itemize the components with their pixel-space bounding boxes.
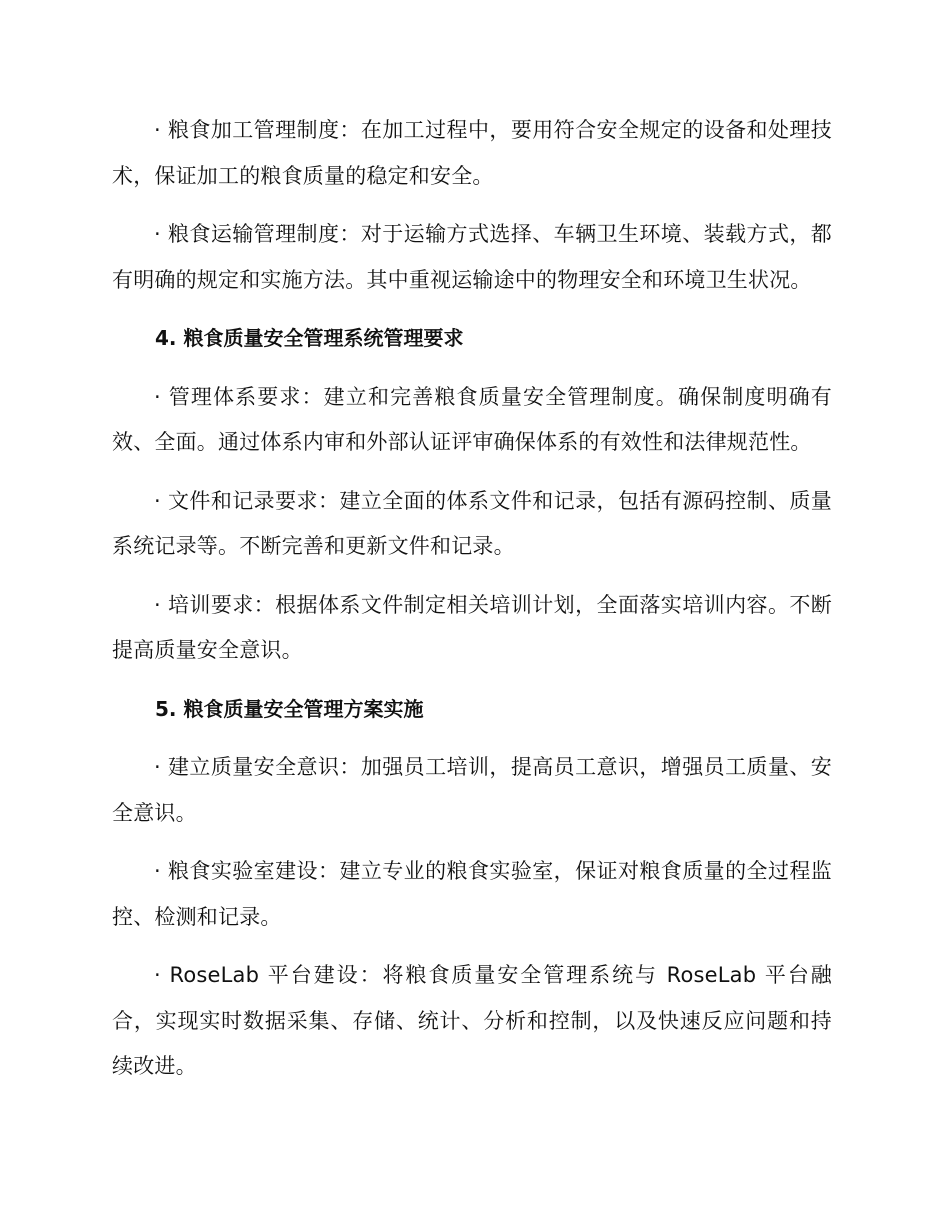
paragraph-roselab-platform: · RoseLab 平台建设：将粮食质量安全管理系统与 RoseLab 平台融合，实现实时数据采集、存储、统计、分析和控制，以及快速反应问题和持续改进。 — [112, 963, 832, 1078]
paragraph-management-system: · 管理体系要求：建立和完善粮食质量安全管理制度。确保制度明确有效、全面。通过体系内审和外部认证评审确保体系的有效性和法律规范性。 — [112, 384, 832, 454]
paragraph-laboratory: · 粮食实验室建设：建立专业的粮食实验室，保证对粮食质量的全过程监控、检测和记录。 — [112, 859, 832, 929]
section-heading-5: 5. 粮食质量安全管理方案实施 — [155, 696, 424, 721]
paragraph-awareness: · 建立质量安全意识：加强员工培训，提高员工意识，增强员工质量、安全意识。 — [112, 755, 832, 825]
paragraph-documents-records: · 文件和记录要求：建立全面的体系文件和记录，包括有源码控制、质量系统记录等。不断完善和更新文件和记录。 — [112, 488, 832, 558]
section-heading-4: 4. 粮食质量安全管理系统管理要求 — [155, 326, 464, 350]
paragraph-training: · 培训要求：根据体系文件制定相关培训计划，全面落实培训内容。不断提高质量安全意识。 — [112, 592, 832, 662]
paragraph-grain-processing: · 粮食加工管理制度：在加工过程中，要用符合安全规定的设备和处理技术，保证加工的粮食质量的稳定和安全。 — [112, 118, 832, 188]
document-page — [112, 108, 832, 1103]
paragraph-grain-transport: · 粮食运输管理制度：对于运输方式选择、车辆卫生环境、装载方式，都有明确的规定和实施方法。其中重视运输途中的物理安全和环境卫生状况。 — [112, 222, 832, 292]
